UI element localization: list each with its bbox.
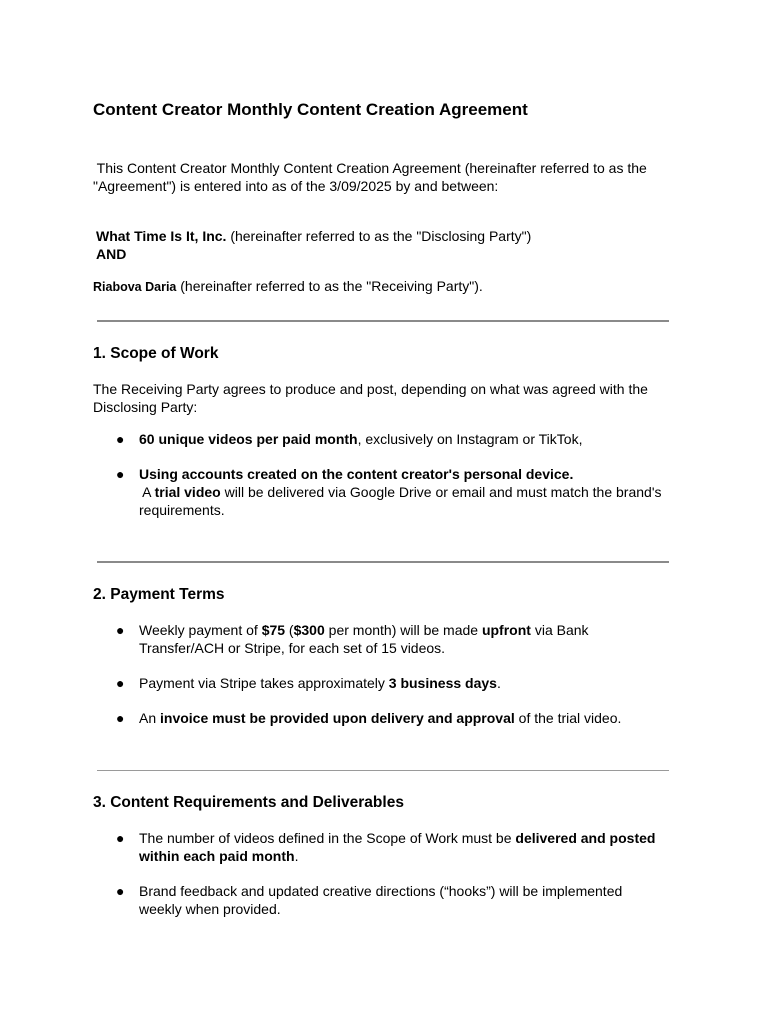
- s3b1-bold-2: within each paid month: [139, 848, 295, 864]
- bullet-dot: ●: [116, 466, 125, 482]
- s2b3-bold: invoice must be provided upon delivery and approval: [160, 710, 515, 726]
- divider-3: [97, 770, 669, 771]
- intro-line-1: This Content Creator Monthly Content Creation Agreement (hereinafter referred to as the: [93, 160, 647, 176]
- bullet-dot: ●: [116, 830, 125, 846]
- s3b1-rest: .: [294, 848, 299, 864]
- s1b1-rest: , exclusively on Instagram or TikTok,: [357, 431, 583, 447]
- s2b1-line-2: Transfer/ACH or Stripe, for each set of 15 videos.: [139, 640, 446, 656]
- s2b1-pre: Weekly payment of: [139, 622, 262, 638]
- s2b1-mid2: per month) will be made: [324, 622, 482, 638]
- section-1-heading: 1. Scope of Work: [93, 345, 219, 362]
- bullet-dot: ●: [116, 431, 125, 447]
- section-1-intro-line-1: The Receiving Party agrees to produce and post, depending on what was agreed with the: [93, 381, 648, 397]
- s3b2-line-1: Brand feedback and updated creative directions (“hooks”) will be implemented: [139, 883, 623, 899]
- bullet-dot: ●: [116, 883, 125, 899]
- section-1-intro: [93, 380, 693, 416]
- s1b1-bold: 60 unique videos per paid month: [139, 431, 358, 447]
- s3b1-pre: The number of videos defined in the Scope of Work must be: [139, 830, 516, 846]
- s1b2-l2-rest: will be delivered via Google Drive or email and must match the brand's: [220, 484, 662, 500]
- s2b2-rest: .: [496, 675, 501, 691]
- s2b1-amount-monthly: $300: [293, 622, 325, 638]
- section-2-bullet-2: [139, 674, 679, 692]
- s3b2-line-2: weekly when provided.: [139, 901, 281, 917]
- s2b1-rest: via Bank: [530, 622, 589, 638]
- disclosing-party-line: [96, 227, 531, 245]
- s1b2-bold: Using accounts created on the content creator's personal device.: [139, 466, 574, 482]
- disclosing-party-name: What Time Is It, Inc.: [96, 228, 227, 244]
- disclosing-party-desc: (hereinafter referred to as the "Disclosing Party"): [226, 228, 532, 244]
- intro-paragraph: [93, 159, 693, 195]
- document-title: Content Creator Monthly Content Creation Agreement: [93, 100, 528, 119]
- s1b2-l3: requirements.: [139, 502, 225, 518]
- section-2-bullet-3: [139, 709, 679, 727]
- section-3-heading: 3. Content Requirements and Deliverables: [93, 794, 404, 811]
- receiving-party-desc: (hereinafter referred to as the "Receiving Party").: [176, 278, 483, 294]
- divider-1: [97, 320, 669, 322]
- bullet-dot: ●: [116, 710, 125, 726]
- and-line: [96, 245, 126, 263]
- section-1-bullet-2: [139, 465, 679, 519]
- s1b2-l2-bold: trial video: [154, 484, 221, 500]
- s2b3-rest: of the trial video.: [514, 710, 622, 726]
- s2b1-mid1: (: [285, 622, 294, 638]
- section-1-bullet-1: [139, 430, 679, 448]
- bullet-dot: ●: [116, 622, 125, 638]
- receiving-party-line: [93, 277, 483, 296]
- intro-line-2: "Agreement") is entered into as of the 3/09/2025 by and between:: [93, 178, 499, 194]
- s3b1-bold-1: delivered and posted: [515, 830, 656, 846]
- s2b3-pre: An: [139, 710, 161, 726]
- section-3-bullet-1: [139, 829, 679, 865]
- s2b1-upfront: upfront: [481, 622, 531, 638]
- section-1-intro-line-2: Disclosing Party:: [93, 399, 198, 415]
- section-2-heading: 2. Payment Terms: [93, 586, 225, 603]
- s2b2-bold: 3 business days: [388, 675, 497, 691]
- s1b2-l2-pre: A: [139, 484, 155, 500]
- section-2-bullet-1: [139, 621, 679, 657]
- bullet-dot: ●: [116, 675, 125, 691]
- divider-2: [97, 561, 669, 563]
- s2b2-pre: Payment via Stripe takes approximately: [139, 675, 389, 691]
- s2b1-amount-weekly: $75: [261, 622, 286, 638]
- section-3-bullet-2: [139, 882, 679, 918]
- receiving-party-name: Riabova Daria: [93, 280, 177, 294]
- and-label: AND: [96, 246, 127, 262]
